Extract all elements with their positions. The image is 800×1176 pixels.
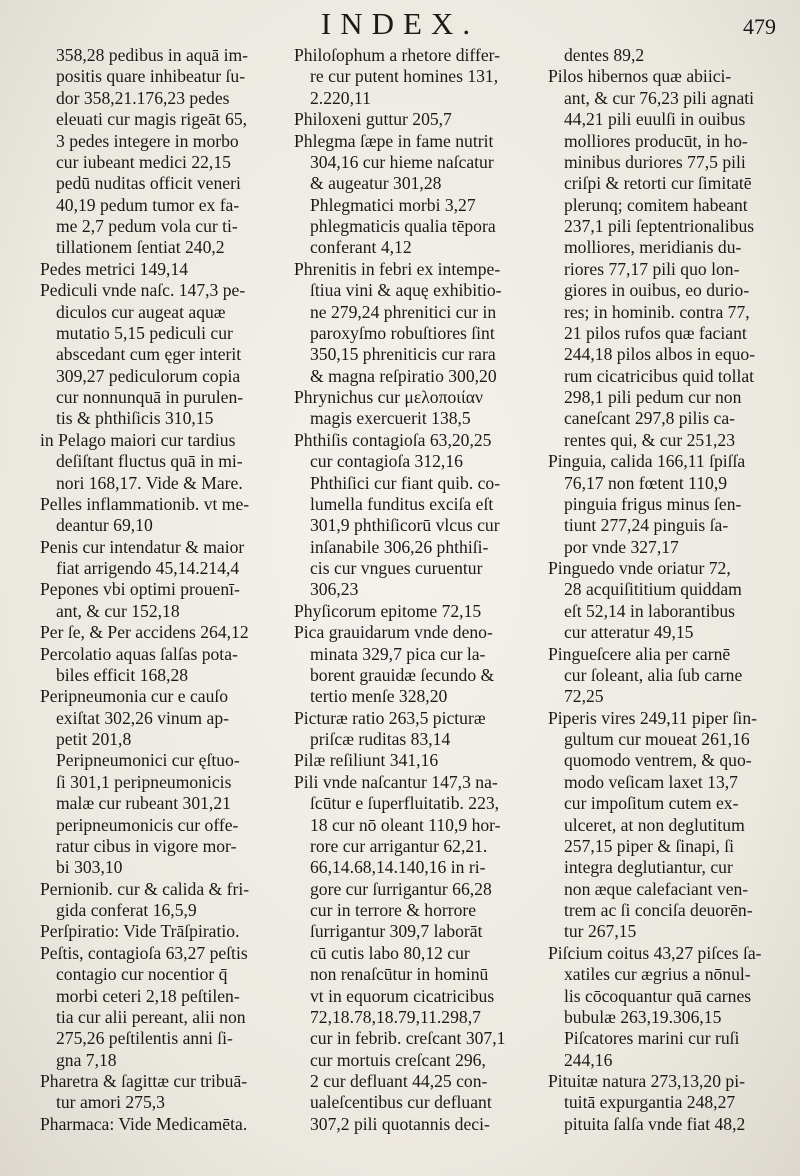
index-line: me 2,7 pedum vola cur ti- xyxy=(56,216,238,236)
index-line: deantur 69,10 xyxy=(56,515,153,536)
index-line: gultum cur moueat 261,16 xyxy=(564,729,750,749)
index-line: re cur putent homines 131, xyxy=(310,66,499,87)
index-line: cur mortuis creſcant 296, xyxy=(310,1049,486,1070)
index-line: cur in terrore & horrore xyxy=(310,900,477,920)
index-line: trem ac ſi conciſa deuorēn- xyxy=(564,900,753,920)
index-line: ulceret, at non deglutitum xyxy=(564,814,745,835)
index-line: bi 303,10 xyxy=(56,857,123,878)
index-line: Philoſophum a rhetore differ- xyxy=(294,45,500,65)
index-line: ualeſcentibus cur defluant xyxy=(310,1092,492,1113)
index-line: priſcæ ruditas 83,14 xyxy=(310,729,451,749)
index-line: biles efficit 168,28 xyxy=(56,664,189,685)
index-line: deſiſtant fluctus quā in mi- xyxy=(56,451,243,472)
index-line: morbi ceteri 2,18 peſtilen- xyxy=(56,985,240,1006)
index-line: Percolatio aquas ſalſas pota- xyxy=(40,643,238,664)
index-line: cur in febrib. creſcant 307,1 xyxy=(310,1028,506,1049)
index-line: modo veſicam laxet 13,7 xyxy=(564,771,738,792)
index-line: 44,21 pili euulſi in ouibus xyxy=(564,109,746,130)
index-line: tiunt 277,24 pinguis ſa- xyxy=(564,515,729,536)
index-line: Phlegmatici morbi 3,27 xyxy=(310,194,476,215)
index-line: Pinguia, calida 166,11 ſpiſſa xyxy=(548,451,746,472)
index-columns xyxy=(40,45,792,1135)
index-line: 2 cur defluant 44,25 con- xyxy=(310,1071,488,1091)
index-line: Phthiſis contagioſa 63,20,25 xyxy=(294,429,492,450)
index-line: quomodo ventrem, & quo- xyxy=(564,750,752,771)
index-line: tur amori 275,3 xyxy=(56,1092,165,1113)
index-line: caneſcant 297,8 pilis ca- xyxy=(564,408,735,429)
index-line: 275,26 peſtilentis anni ſi- xyxy=(56,1028,233,1049)
index-line: 298,1 pili pedum cur non xyxy=(564,387,742,407)
page-number: 479 xyxy=(743,14,776,39)
index-line: 309,27 pediculorum copia xyxy=(56,365,241,386)
index-line: pinguia frigus minus ſen- xyxy=(564,493,742,514)
index-line: Perſpiratio: Vide Trāſpiratio. xyxy=(40,921,240,942)
index-line: bubulæ 263,19.306,15 xyxy=(564,1006,722,1027)
index-line: tur 267,15 xyxy=(564,921,637,942)
index-line: eſt 52,14 in laborantibus xyxy=(564,600,736,621)
index-line: 350,15 phreniticis cur rara xyxy=(310,344,496,365)
index-line: inſanabile 306,26 phthiſi- xyxy=(310,536,489,557)
index-line: tuitā expurgantia 248,27 xyxy=(564,1092,736,1113)
index-line: criſpi & retorti cur ſimitatē xyxy=(564,173,752,194)
index-column-3 xyxy=(548,45,792,1135)
index-line: Pilos hibernos quæ abiici- xyxy=(548,66,732,87)
index-line: ratur cibus in vigore mor- xyxy=(56,835,237,856)
index-line: Pinguedo vnde oriatur 72, xyxy=(548,558,731,578)
index-line: plerunq; comitem habeant xyxy=(564,194,748,215)
index-line: Phrynichus cur μελοποιίαν xyxy=(294,387,483,407)
index-line: Penis cur intendatur & maior xyxy=(40,536,245,557)
index-line: tis & phthiſicis 310,15 xyxy=(56,408,214,429)
index-line: diculos cur augeat aquæ xyxy=(56,301,226,322)
index-line: Pharetra & ſagittæ cur tribuā- xyxy=(40,1071,248,1091)
index-line: 3 pedes integere in morbo xyxy=(56,130,239,151)
index-line: Peſtis, contagioſa 63,27 peſtis xyxy=(40,942,248,963)
index-line: Peripneumonia cur e cauſo xyxy=(40,686,229,707)
index-line: Pingueſcere alia per carnē xyxy=(548,643,731,664)
index-line: riores 77,17 pili quo lon- xyxy=(564,258,740,279)
index-line: positis quare inhibeatur ſu- xyxy=(56,66,246,87)
index-line: borent grauidæ ſecundo & xyxy=(310,664,495,685)
index-line: giores in ouibus, eo durio- xyxy=(564,280,750,301)
index-line: cur iubeant medici 22,15 xyxy=(56,151,231,172)
index-line: 307,2 pili quotannis deci- xyxy=(310,1113,490,1134)
index-line: Pernionib. cur & calida & fri- xyxy=(40,878,250,899)
index-line: Piſcatores marini cur ruſi xyxy=(564,1028,740,1049)
index-line: cur ſoleant, alia ſub carne xyxy=(564,664,743,685)
index-line: res; in hominib. contra 77, xyxy=(564,301,750,322)
index-line: cur contagioſa 312,16 xyxy=(310,451,463,472)
index-line: nori 168,17. Vide & Mare. xyxy=(56,472,243,493)
index-line: conferant 4,12 xyxy=(310,237,412,258)
index-line: 257,15 piper & ſinapi, ſi xyxy=(564,835,735,856)
index-line: Phrenitis in febri ex intempe- xyxy=(294,258,501,279)
index-line: gna 7,18 xyxy=(56,1049,117,1070)
index-line: ſcūtur e ſuperfluitatib. 223, xyxy=(310,793,500,814)
index-line: Pediculi vnde naſc. 147,3 pe- xyxy=(40,280,246,301)
index-line: Pili vnde naſcantur 147,3 na- xyxy=(294,771,498,792)
index-line: tillationem ſentiat 240,2 xyxy=(56,237,225,258)
index-line: malæ cur rubeant 301,21 xyxy=(56,793,231,814)
index-line: peripneumonicis cur offe- xyxy=(56,814,239,835)
index-line: minata 329,7 pica cur la- xyxy=(310,643,486,664)
index-line: 244,18 pilos albos in equo- xyxy=(564,344,756,365)
index-line: Piperis vires 249,11 piper ſin- xyxy=(548,707,757,728)
running-title: INDEX. xyxy=(320,6,480,41)
index-line: rore cur arrigantur 62,21. xyxy=(310,835,488,856)
index-line: rum cicatricibus quid tollat xyxy=(564,365,755,386)
index-line: Piſcium coitus 43,27 piſces ſa- xyxy=(548,942,762,963)
index-line: fiat arrigendo 45,14.214,4 xyxy=(56,558,240,578)
index-line: ſtiua vini & aquę exhibitio- xyxy=(310,280,502,301)
index-line: 66,14.68,14.140,16 in ri- xyxy=(310,857,486,878)
index-line: Phyſicorum epitome 72,15 xyxy=(294,600,482,621)
index-line: abscedant cum ęger interit xyxy=(56,344,242,365)
index-line: ne 279,24 phrenitici cur in xyxy=(310,301,497,322)
index-line: contagio cur nocentior q̄ xyxy=(56,964,228,985)
index-line: & augeatur 301,28 xyxy=(310,173,442,194)
index-line: Phthiſici cur fiant quib. co- xyxy=(310,472,501,493)
index-line: 304,16 cur hieme naſcatur xyxy=(310,151,494,172)
index-column-2 xyxy=(294,45,538,1135)
index-line: eleuati cur magis rigeāt 65, xyxy=(56,109,248,130)
index-line: Pedes metrici 149,14 xyxy=(40,258,189,279)
index-line: exiſtat 302,26 vinum ap- xyxy=(56,707,229,728)
index-line: 18 cur nō oleant 110,9 hor- xyxy=(310,814,501,835)
index-line: 21 pilos rufos quæ faciant xyxy=(564,322,747,343)
index-line: ant, & cur 152,18 xyxy=(56,600,180,621)
index-line: xatiles cur ægrius a nōnul- xyxy=(564,964,751,985)
index-line: minibus duriores 77,5 pili xyxy=(564,151,746,172)
index-line: Pituitæ natura 273,13,20 pi- xyxy=(548,1071,745,1091)
index-line: Peripneumonici cur ęſtuo- xyxy=(56,750,240,771)
index-line: Picturæ ratio 263,5 picturæ xyxy=(294,707,486,728)
index-line: vt in equorum cicatricibus xyxy=(310,985,495,1006)
page-header xyxy=(0,4,800,44)
index-line: paroxyſmo robuſtiores ſint xyxy=(310,322,495,343)
index-column-1 xyxy=(40,45,284,1135)
index-line: molliores producūt, in ho- xyxy=(564,130,748,151)
index-line: 244,16 xyxy=(564,1049,613,1070)
index-line: lis cōcoquantur quā carnes xyxy=(564,985,752,1006)
index-line: non renaſcūtur in hominū xyxy=(310,964,489,985)
index-line: phlegmaticis qualia tēpora xyxy=(310,216,496,236)
index-line: Per ſe, & Per accidens 264,12 xyxy=(40,622,249,643)
index-line: cur impoſitum cutem ex- xyxy=(564,793,739,814)
index-line: molliores, meridianis du- xyxy=(564,237,742,258)
index-line: Pica grauidarum vnde deno- xyxy=(294,622,493,643)
index-line: ant, & cur 76,23 pili agnati xyxy=(564,87,755,108)
index-line: cur atteratur 49,15 xyxy=(564,622,694,643)
index-line: cur nonnunquā in purulen- xyxy=(56,387,244,407)
index-line: ſurrigantur 309,7 laborāt xyxy=(310,921,483,942)
index-line: cis cur vngues curuentur xyxy=(310,558,483,578)
index-line: tertio menſe 328,20 xyxy=(310,686,448,707)
index-line: 40,19 pedum tumor ex fa- xyxy=(56,194,240,215)
index-line: tia cur alii pereant, alii non xyxy=(56,1006,246,1027)
index-line: 301,9 phthiſicorū vlcus cur xyxy=(310,515,500,536)
index-line: Pepones vbi optimi prouenī- xyxy=(40,579,240,600)
index-line: 2.220,11 xyxy=(310,87,371,108)
index-line: integra deglutiantur, cur xyxy=(564,857,733,878)
index-line: Pelles inflammationib. vt me- xyxy=(40,493,250,514)
index-line: Phlegma ſæpe in fame nutrit xyxy=(294,130,494,151)
index-line: 72,18.78,18.79,11.298,7 xyxy=(310,1006,481,1027)
index-line: Philoxeni guttur 205,7 xyxy=(294,109,452,130)
index-line: magis exercuerit 138,5 xyxy=(310,408,471,429)
index-line: Pilæ reſiliunt 341,16 xyxy=(294,750,439,771)
index-line: 306,23 xyxy=(310,579,359,600)
index-line: gida conferat 16,5,9 xyxy=(56,900,197,920)
index-line: mutatio 5,15 pediculi cur xyxy=(56,322,233,343)
index-line: 28 acquiſititium quiddam xyxy=(564,579,742,600)
index-line: 237,1 pili ſeptentrionalibus xyxy=(564,216,755,236)
index-line: por vnde 327,17 xyxy=(564,536,679,557)
index-line: 358,28 pedibus in aquā im- xyxy=(56,45,249,65)
index-line: in Pelago maiori cur tardius xyxy=(40,429,236,450)
index-line: rentes qui, & cur 251,23 xyxy=(564,429,736,450)
index-line: non æque calefaciant ven- xyxy=(564,878,749,899)
index-line: dentes 89,2 xyxy=(564,45,645,65)
index-line: 76,17 non fœtent 110,9 xyxy=(564,472,728,493)
index-line: 72,25 xyxy=(564,686,604,707)
index-line: cū cutis labo 80,12 cur xyxy=(310,942,470,963)
index-line: pituita ſalſa vnde fiat 48,2 xyxy=(564,1113,746,1134)
index-line: lumella funditus exciſa eſt xyxy=(310,493,494,514)
index-line: petit 201,8 xyxy=(56,729,132,749)
index-line: pedū nuditas officit veneri xyxy=(56,173,241,194)
index-line: ſi 301,1 peripneumonicis xyxy=(56,771,232,792)
index-line: gore cur ſurrigantur 66,28 xyxy=(310,878,492,899)
index-line: Pharmaca: Vide Medicamēta. xyxy=(40,1113,248,1134)
index-line: dor 358,21.176,23 pedes xyxy=(56,87,230,108)
index-line: & magna reſpiratio 300,20 xyxy=(310,365,497,386)
